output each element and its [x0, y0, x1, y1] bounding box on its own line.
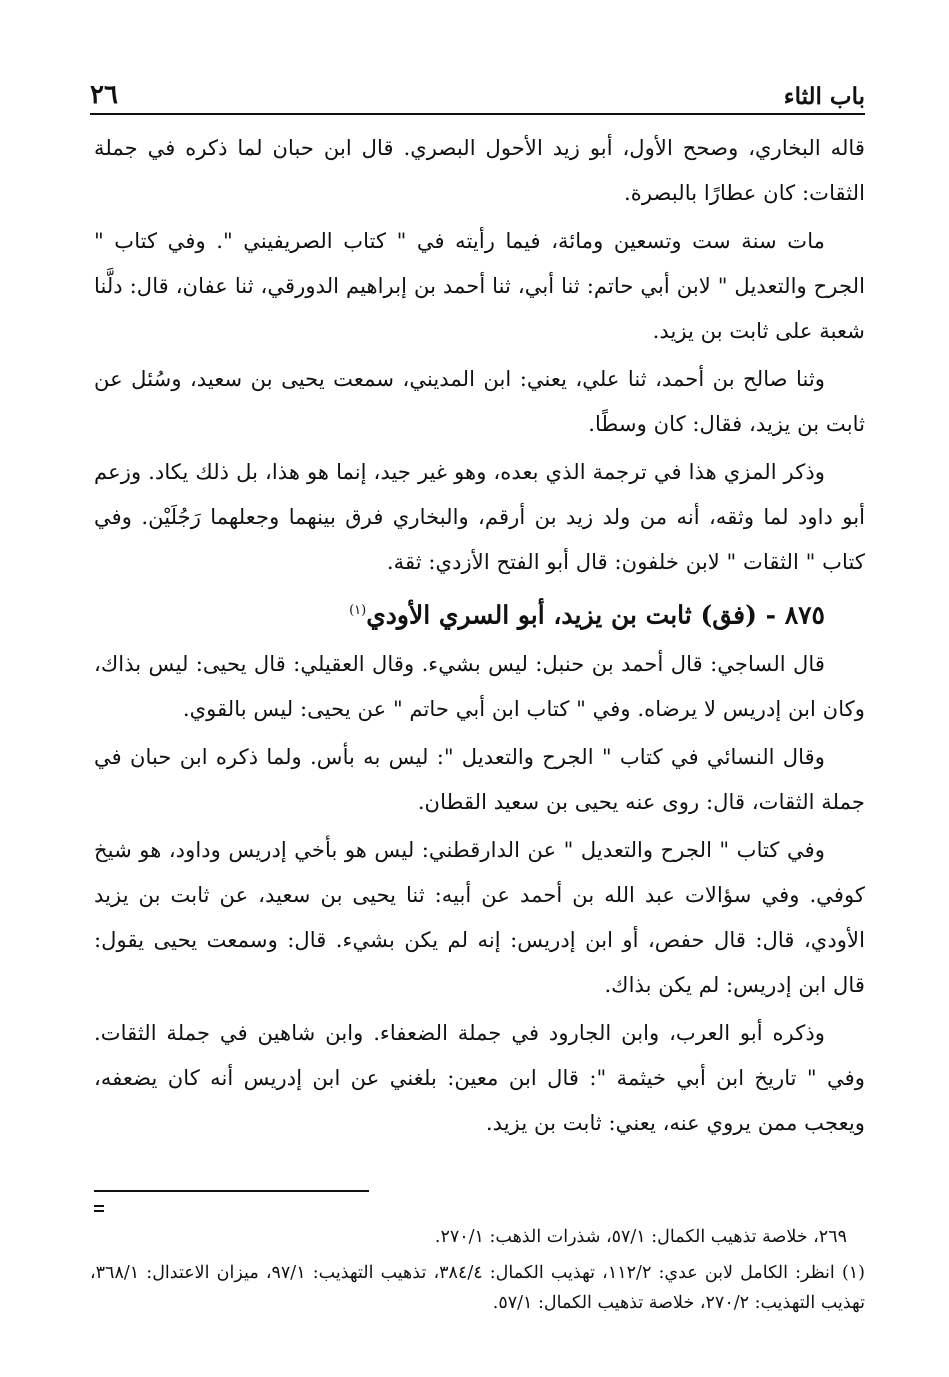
page-header	[90, 72, 865, 110]
footnotes	[90, 1222, 865, 1324]
paragraph: وفي كتاب " الجرح والتعديل " عن الدارقطني: ليس هو بأخي إدريس وداود، هو شيخ كوفي. وفي سؤالات عبد الله بن أحمد عن أبيه: ثنا يحيى بن سعيد، عن ثابت بن يزيد الأودي، قال: قال حفص، أو ابن إدريس: إنه لم يكن بشيء. قال: وسمعت يحيى يقول: قال ابن إدريس: لم يكن بذاك.	[94, 837, 865, 998]
paragraph: وذكر المزي هذا في ترجمة الذي بعده، وهو غير جيد، إنما هو هذا، بل ذلك يكاد. وزعم أبو داود لما وثقه، أنه من ولد زيد بن أرقم، والبخاري فرق بينهما وجعلهما رَجُلَيْن. وفي كتاب " الثقات " لابن خلفون: قال أبو الفتح الأزدي: ثقة.	[94, 459, 865, 574]
page-number: ٢٦	[90, 80, 118, 110]
paragraph: وذكره أبو العرب، وابن الجارود في جملة الضعفاء. وابن شاهين في جملة الثقات. وفي " تاريخ ابن أبي خيثمة ": قال ابن معين: بلغني عن ابن إدريس أنه كان يضعفه، ويعجب ممن يروي عنه، يعني: ثابت بن يزيد.	[94, 1020, 865, 1136]
entry-heading	[94, 587, 865, 639]
paragraph: قاله البخاري، وصحح الأول، أبو زيد الأحول البصري. قال ابن حبان لما ذكره في جملة الثقات: كان عطارًا بالبصرة.	[94, 135, 865, 205]
entry-title: ٨٧٥ - (فق) ثابت بن يزيد، أبو السري الأودي	[366, 600, 825, 630]
paragraph: وقال النسائي في كتاب " الجرح والتعديل ": ليس به بأس. ولما ذكره ابن حبان في جملة الثقات، قال: روى عنه يحيى بن سعيد القطان.	[94, 744, 865, 815]
continuation-mark	[94, 1205, 104, 1213]
footnote: ٢٦٩، خلاصة تذهيب الكمال: ٥٧/١، شذرات الذهب: ٢٧٠/١.	[434, 1227, 847, 1247]
footnote-separator	[94, 1190, 369, 1192]
footnote: (١) انظر: الكامل لابن عدي: ١١٢/٢، تهذيب الكمال: ٣٨٤/٤، تذهيب التهذيب: ٩٧/١، ميزان الاعتدال: ٣٦٨/١، تهذيب التهذيب: ٢٧٠/٢، خلاصة تذهيب الكمال: ٥٧/١.	[90, 1263, 865, 1313]
paragraph: وثنا صالح بن أحمد، ثنا علي، يعني: ابن المديني، سمعت يحيى بن سعيد، وسُئل عن ثابت بن يزيد، فقال: كان وسطًا.	[94, 366, 865, 436]
paragraph: مات سنة ست وتسعين ومائة، فيما رأيته في " كتاب الصريفيني ". وفي كتاب " الجرح والتعديل " لابن أبي حاتم: ثنا أبي، ثنا أحمد بن إبراهيم الدورقي، ثنا عفان، قال: دلَّنا شعبة على ثابت بن يزيد.	[94, 228, 865, 343]
footnote-reference[interactable]: (١)	[349, 603, 367, 618]
chapter-title: باب الثاء	[783, 83, 865, 110]
header-rule	[90, 113, 865, 115]
paragraph: قال الساجي: قال أحمد بن حنبل: ليس بشيء. وقال العقيلي: قال يحيى: ليس بذاك، وكان ابن إدريس لا يرضاه. وفي " كتاب ابن أبي حاتم " عن يحيى: ليس بالقوي.	[94, 651, 865, 722]
page-body	[94, 125, 865, 1148]
